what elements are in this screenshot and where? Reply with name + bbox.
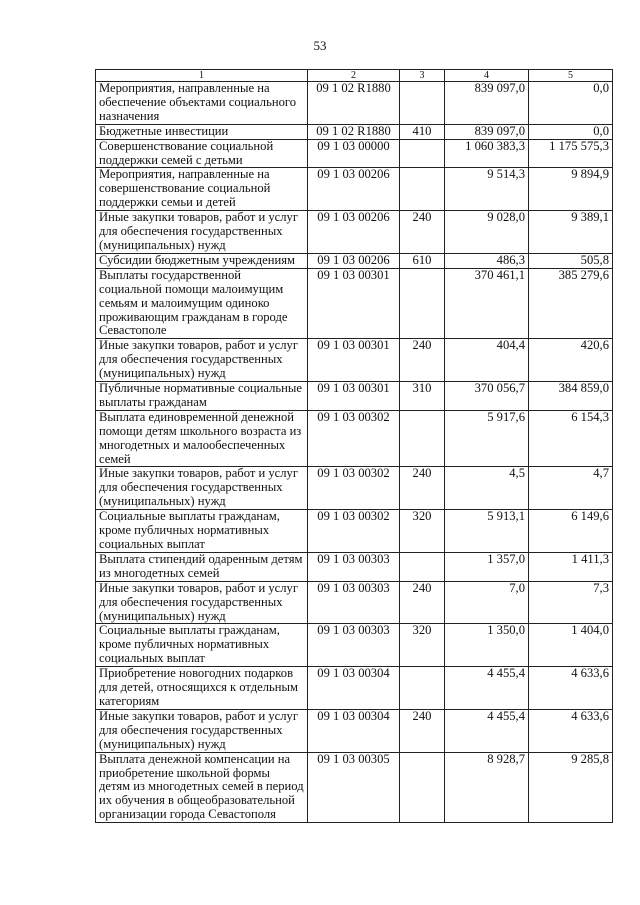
expense-type-cell: 240 [400, 709, 445, 752]
expense-type-cell [400, 168, 445, 211]
expense-type-cell: 240 [400, 467, 445, 510]
row-name-cell: Выплаты государственной социальной помощи малоимущим семьям и малоимущим одиноко проживающим гражданам в городе Севастополе [96, 268, 308, 339]
expense-type-cell: 240 [400, 581, 445, 624]
expense-type-cell: 240 [400, 211, 445, 254]
expense-type-cell: 410 [400, 124, 445, 139]
row-name-cell: Иные закупки товаров, работ и услуг для обеспечения государственных (муниципальных) нужд [96, 339, 308, 382]
table-row [96, 624, 613, 667]
expense-type-cell [400, 139, 445, 168]
target-code-cell: 09 1 03 00000 [308, 139, 400, 168]
table-row [96, 168, 613, 211]
row-name-cell: Совершенствование социальной поддержки семей с детьми [96, 139, 308, 168]
expense-type-cell [400, 667, 445, 710]
table-row [96, 709, 613, 752]
row-name-cell: Выплата единовременной денежной помощи детям школьного возраста из многодетных и малообеспеченных семей [96, 410, 308, 467]
amount-year1-cell: 1 357,0 [445, 552, 529, 581]
target-code-cell: 09 1 03 00305 [308, 752, 400, 823]
table-row [96, 667, 613, 710]
column-number-3: 3 [400, 70, 445, 82]
target-code-cell: 09 1 03 00301 [308, 339, 400, 382]
amount-year1-cell: 4 455,4 [445, 709, 529, 752]
amount-year1-cell: 839 097,0 [445, 124, 529, 139]
amount-year1-cell: 5 913,1 [445, 510, 529, 553]
amount-year2-cell: 1 175 575,3 [529, 139, 613, 168]
amount-year2-cell: 4 633,6 [529, 667, 613, 710]
table-row [96, 510, 613, 553]
expense-type-cell [400, 268, 445, 339]
row-name-cell: Иные закупки товаров, работ и услуг для обеспечения государственных (муниципальных) нужд [96, 581, 308, 624]
amount-year1-cell: 1 350,0 [445, 624, 529, 667]
amount-year1-cell: 5 917,6 [445, 410, 529, 467]
amount-year2-cell: 384 859,0 [529, 382, 613, 411]
table-row [96, 467, 613, 510]
amount-year2-cell: 420,6 [529, 339, 613, 382]
target-code-cell: 09 1 03 00206 [308, 168, 400, 211]
amount-year2-cell: 505,8 [529, 253, 613, 268]
column-number-2: 2 [308, 70, 400, 82]
amount-year1-cell: 370 461,1 [445, 268, 529, 339]
row-name-cell: Выплата стипендий одаренным детям из многодетных семей [96, 552, 308, 581]
target-code-cell: 09 1 03 00302 [308, 467, 400, 510]
table-row [96, 752, 613, 823]
target-code-cell: 09 1 03 00303 [308, 624, 400, 667]
target-code-cell: 09 1 03 00206 [308, 211, 400, 254]
table-row [96, 339, 613, 382]
amount-year2-cell: 4,7 [529, 467, 613, 510]
column-number-1: 1 [96, 70, 308, 82]
table-row [96, 211, 613, 254]
amount-year2-cell: 0,0 [529, 124, 613, 139]
target-code-cell: 09 1 03 00303 [308, 552, 400, 581]
amount-year1-cell: 9 514,3 [445, 168, 529, 211]
row-name-cell: Иные закупки товаров, работ и услуг для обеспечения государственных (муниципальных) нужд [96, 709, 308, 752]
expense-type-cell: 310 [400, 382, 445, 411]
table-row [96, 382, 613, 411]
target-code-cell: 09 1 03 00301 [308, 268, 400, 339]
row-name-cell: Социальные выплаты гражданам, кроме публичных нормативных социальных выплат [96, 624, 308, 667]
table-row [96, 253, 613, 268]
amount-year2-cell: 4 633,6 [529, 709, 613, 752]
amount-year2-cell: 6 149,6 [529, 510, 613, 553]
row-name-cell: Бюджетные инвестиции [96, 124, 308, 139]
amount-year2-cell: 1 411,3 [529, 552, 613, 581]
table-header-row [96, 70, 613, 82]
target-code-cell: 09 1 02 R1880 [308, 124, 400, 139]
amount-year2-cell: 9 285,8 [529, 752, 613, 823]
budget-table [95, 69, 613, 823]
target-code-cell: 09 1 03 00302 [308, 510, 400, 553]
amount-year1-cell: 9 028,0 [445, 211, 529, 254]
amount-year2-cell: 6 154,3 [529, 410, 613, 467]
row-name-cell: Социальные выплаты гражданам, кроме публичных нормативных социальных выплат [96, 510, 308, 553]
table-row [96, 410, 613, 467]
amount-year1-cell: 4,5 [445, 467, 529, 510]
row-name-cell: Иные закупки товаров, работ и услуг для обеспечения государственных (муниципальных) нужд [96, 211, 308, 254]
expense-type-cell: 320 [400, 510, 445, 553]
row-name-cell: Мероприятия, направленные на обеспечение объектами социального назначения [96, 82, 308, 125]
amount-year1-cell: 839 097,0 [445, 82, 529, 125]
amount-year1-cell: 8 928,7 [445, 752, 529, 823]
page-number: 53 [313, 38, 327, 53]
expense-type-cell: 320 [400, 624, 445, 667]
expense-type-cell [400, 410, 445, 467]
target-code-cell: 09 1 03 00301 [308, 382, 400, 411]
target-code-cell: 09 1 03 00206 [308, 253, 400, 268]
amount-year2-cell: 9 894,9 [529, 168, 613, 211]
expense-type-cell [400, 82, 445, 125]
expense-type-cell [400, 552, 445, 581]
amount-year2-cell: 0,0 [529, 82, 613, 125]
row-name-cell: Субсидии бюджетным учреждениям [96, 253, 308, 268]
amount-year2-cell: 7,3 [529, 581, 613, 624]
target-code-cell: 09 1 02 R1880 [308, 82, 400, 125]
amount-year2-cell: 1 404,0 [529, 624, 613, 667]
row-name-cell: Мероприятия, направленные на совершенствование социальной поддержки семьи и детей [96, 168, 308, 211]
row-name-cell: Публичные нормативные социальные выплаты гражданам [96, 382, 308, 411]
column-number-4: 4 [445, 70, 529, 82]
row-name-cell: Приобретение новогодних подарков для детей, относящихся к отдельным категориям [96, 667, 308, 710]
expense-type-cell: 610 [400, 253, 445, 268]
target-code-cell: 09 1 03 00304 [308, 667, 400, 710]
amount-year1-cell: 7,0 [445, 581, 529, 624]
amount-year1-cell: 4 455,4 [445, 667, 529, 710]
column-number-5: 5 [529, 70, 613, 82]
amount-year2-cell: 385 279,6 [529, 268, 613, 339]
amount-year1-cell: 370 056,7 [445, 382, 529, 411]
target-code-cell: 09 1 03 00304 [308, 709, 400, 752]
table-row [96, 82, 613, 125]
row-name-cell: Иные закупки товаров, работ и услуг для обеспечения государственных (муниципальных) нужд [96, 467, 308, 510]
table-row [96, 124, 613, 139]
target-code-cell: 09 1 03 00302 [308, 410, 400, 467]
amount-year2-cell: 9 389,1 [529, 211, 613, 254]
expense-type-cell [400, 752, 445, 823]
row-name-cell: Выплата денежной компенсации на приобретение школьной формы детям из многодетных семей в период их обучения в общеобразовательной организации города Севастополя [96, 752, 308, 823]
table-row [96, 581, 613, 624]
table-row [96, 139, 613, 168]
amount-year1-cell: 1 060 383,3 [445, 139, 529, 168]
expense-type-cell: 240 [400, 339, 445, 382]
target-code-cell: 09 1 03 00303 [308, 581, 400, 624]
table-row [96, 552, 613, 581]
table-row [96, 268, 613, 339]
amount-year1-cell: 404,4 [445, 339, 529, 382]
amount-year1-cell: 486,3 [445, 253, 529, 268]
